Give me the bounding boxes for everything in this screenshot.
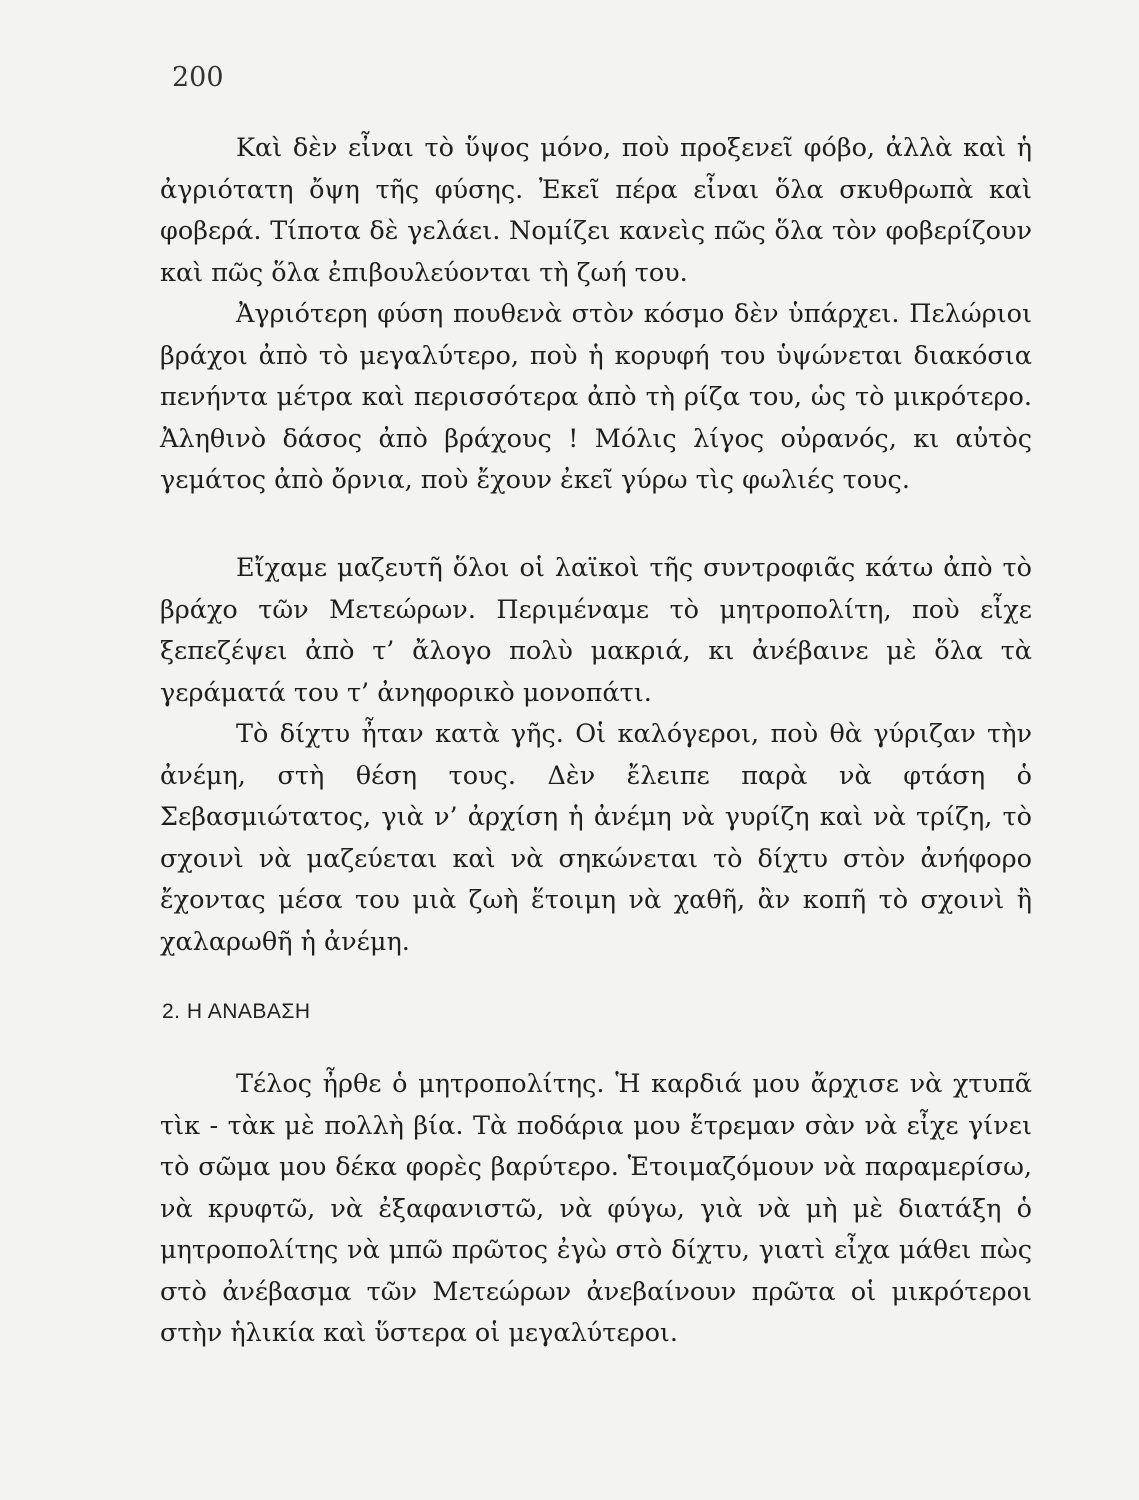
gathering-text-block <box>160 548 1032 963</box>
paragraph: Ἀγριότερη φύση πουθενὰ στὸν κόσμο δὲν ὑπάρχει. Πελώριοι βράχοι ἀπὸ τὸ μεγαλύτερο, ποὺ ἡ κορυφή του ὑψώνεται διακόσια πενήντα μέτρα καὶ περισσότερα ἀπὸ τὴ ρίζα του, ὡς τὸ μικρότερο. Ἀληθινὸ δάσος ἀπὸ βράχους ! Μόλις λίγος οὐρανός, κι αὐτὸς γεμάτος ἀπὸ ὄρνια, ποὺ ἔχουν ἐκεῖ γύρω τὶς φωλιές τους. <box>160 299 1032 495</box>
intro-text-block <box>160 128 1032 502</box>
paragraph: Τὸ δίχτυ ἦταν κατὰ γῆς. Οἱ καλόγεροι, ποὺ θὰ γύριζαν τὴν ἀνέμη, στὴ θέση τους. Δὲν ἔλειπε παρὰ νὰ φτάση ὁ Σεβασμιώτατος, γιὰ ν’ ἀρχίση ἡ ἀνέμη νὰ γυρίζη καὶ νὰ τρίζη, τὸ σχοινὶ νὰ μαζεύεται καὶ νὰ σηκώνεται τὸ δίχτυ στὸν ἀνήφορο ἔχοντας μέσα του μιὰ ζωὴ ἕτοιμη νὰ χαθῆ, ἂν κοπῆ τὸ σχοινὶ ἢ χαλαρωθῆ ἡ ἀνέμη. <box>160 719 1032 957</box>
paragraph: Τέλος ἦρθε ὁ μητροπολίτης. Ἡ καρδιά μου ἄρχισε νὰ χτυπᾶ τὶκ - τὰκ μὲ πολλὴ βία. Τὰ ποδάρια μου ἔτρεμαν σὰν νὰ εἶχε γίνει τὸ σῶμα μου δέκα φορὲς βαρύτερο. Ἑτοιμαζόμουν νὰ παραμερίσω, νὰ κρυφτῶ, νὰ ἐξαφανιστῶ, νὰ φύγω, γιὰ νὰ μὴ μὲ διατάξη ὁ μητροπολίτης νὰ μπῶ πρῶτος ἐγὼ στὸ δίχτυ, γιατὶ εἶχα μάθει πὼς στὸ ἀνέβασμα τῶν Μετεώρων ἀνεβαίνουν πρῶτα οἱ μικρότεροι στὴν ἡλικία καὶ ὕστερα οἱ μεγαλύτεροι. <box>160 1069 1032 1348</box>
paragraph: Καὶ δὲν εἶναι τὸ ὕψος μόνο, ποὺ προξενεῖ φόβο, ἀλλὰ καὶ ἡ ἀγριότατη ὄψη τῆς φύσης. Ἐκεῖ πέρα εἶναι ὅλα σκυθρωπὰ καὶ φοβερά. Τίποτα δὲ γελάει. Νομίζει κανεὶς πῶς ὅλα τὸν φοβερίζουν καὶ πῶς ὅλα ἐπιβουλεύονται τὴ ζωή του. <box>160 133 1032 288</box>
page-number: 200 <box>172 62 224 93</box>
ascent-text-block <box>160 1064 1032 1355</box>
paragraph: Εἴχαμε μαζευτῆ ὅλοι οἱ λαϊκοὶ τῆς συντροφιᾶς κάτω ἀπὸ τὸ βράχο τῶν Μετεώρων. Περιμέναμε τὸ μητροπολίτη, ποὺ εἶχε ξεπεζέψει ἀπὸ τ’ ἄλογο πολὺ μακριά, κι ἀνέβαινε μὲ ὅλα τὰ γεράματά του τ’ ἀνηφορικὸ μονοπάτι. <box>160 553 1032 708</box>
section-heading: 2. Η ΑΝΑΒΑΣΗ <box>162 1000 311 1023</box>
